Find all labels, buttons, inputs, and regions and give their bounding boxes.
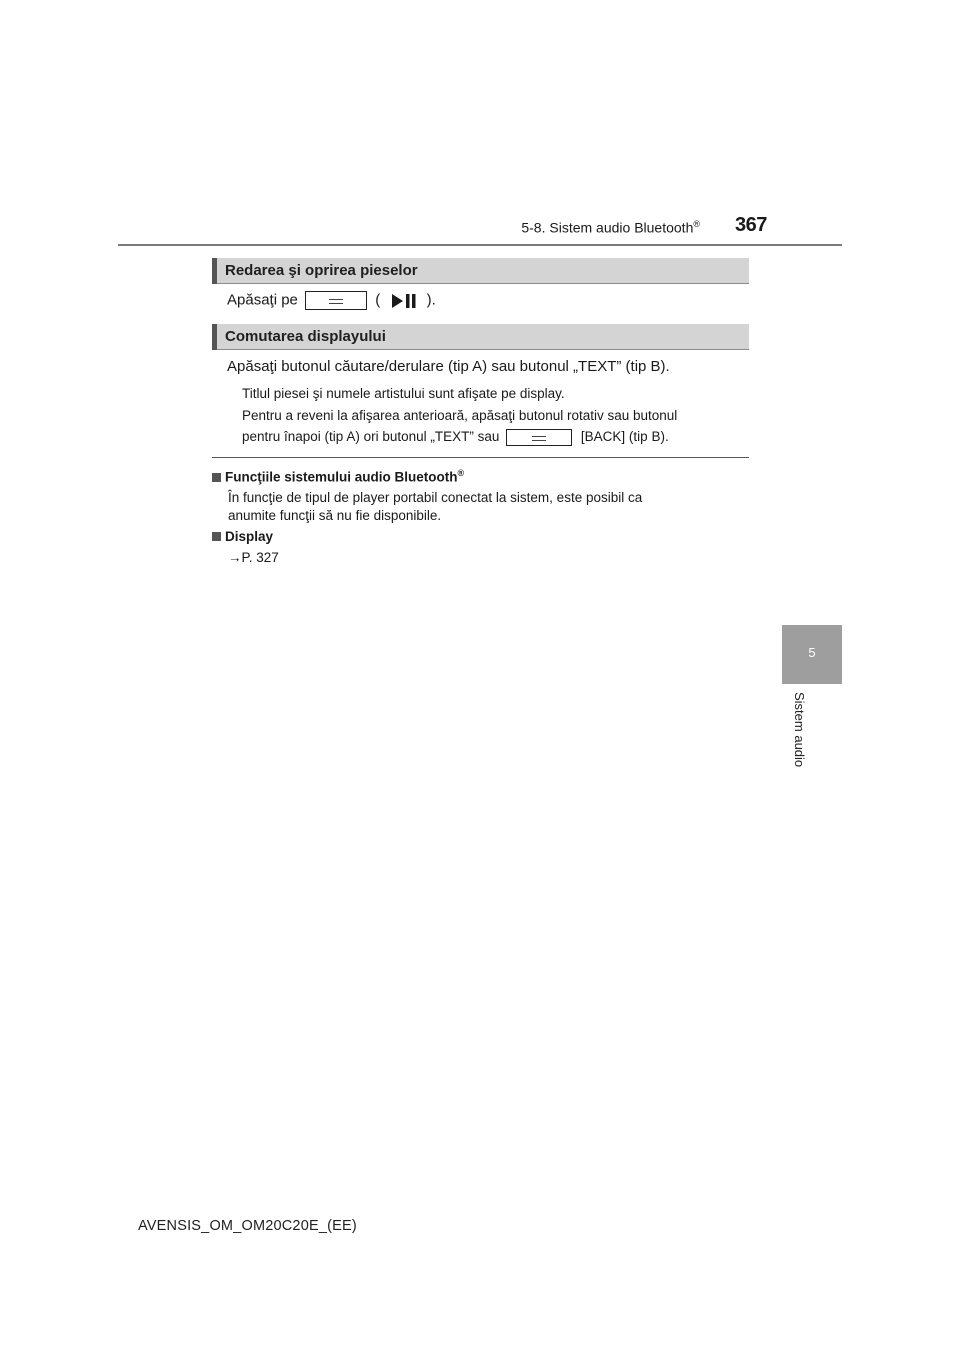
detail-text: pentru înapoi (tip A) ori butonul „TEXT” sau [242,429,500,445]
section-heading-text: Comutarea displayului [225,328,386,345]
chapter-tab [782,625,842,684]
note-heading-display: Display [212,529,273,544]
square-bullet-icon [212,473,221,482]
detail-text-back: [BACK] (tip B). [580,429,669,445]
paren-close: ). [426,291,436,309]
section-heading-playback [212,258,749,284]
note-reference-link[interactable]: →P. 327 [228,550,279,565]
note-text-functions-line2: anumite funcţii să nu fie disponibile. [228,508,442,523]
playback-instruction [227,291,436,310]
display-detail-1: Titlul piesei şi numele artistului sunt afişate pe display. [242,386,565,401]
button-box-icon [305,291,367,310]
page-number: 367 [735,214,767,236]
header-section-title: 5-8. Sistem audio Bluetooth® [521,219,700,236]
paren-open: ( [375,291,381,309]
header-divider [118,244,842,246]
button-box-icon [506,429,572,446]
instruction-text: Apăsaţi pe [227,291,298,309]
chapter-number: 5 [808,645,816,660]
note-text-functions-line1: În funcţie de tipul de player portabil conectat la sistem, este posibil ca [228,490,643,505]
section-heading-display [212,324,749,350]
display-detail-2-line2 [242,429,669,446]
notes-divider [212,457,749,458]
note-heading-functions: Funcţiile sistemului audio Bluetooth® [212,468,464,485]
square-bullet-icon [212,532,221,541]
chapter-label: Sistem audio [792,692,807,768]
display-instruction: Apăsaţi butonul căutare/derulare (tip A) sau butonul „TEXT” (tip B). [227,358,670,375]
document-code: AVENSIS_OM_OM20C20E_(EE) [138,1218,357,1234]
section-heading-text: Redarea şi oprirea pieselor [225,262,418,279]
display-detail-2-line1: Pentru a reveni la afişarea anterioară, apăsaţi butonul rotativ sau butonul [242,408,678,423]
play-pause-icon [386,292,420,310]
